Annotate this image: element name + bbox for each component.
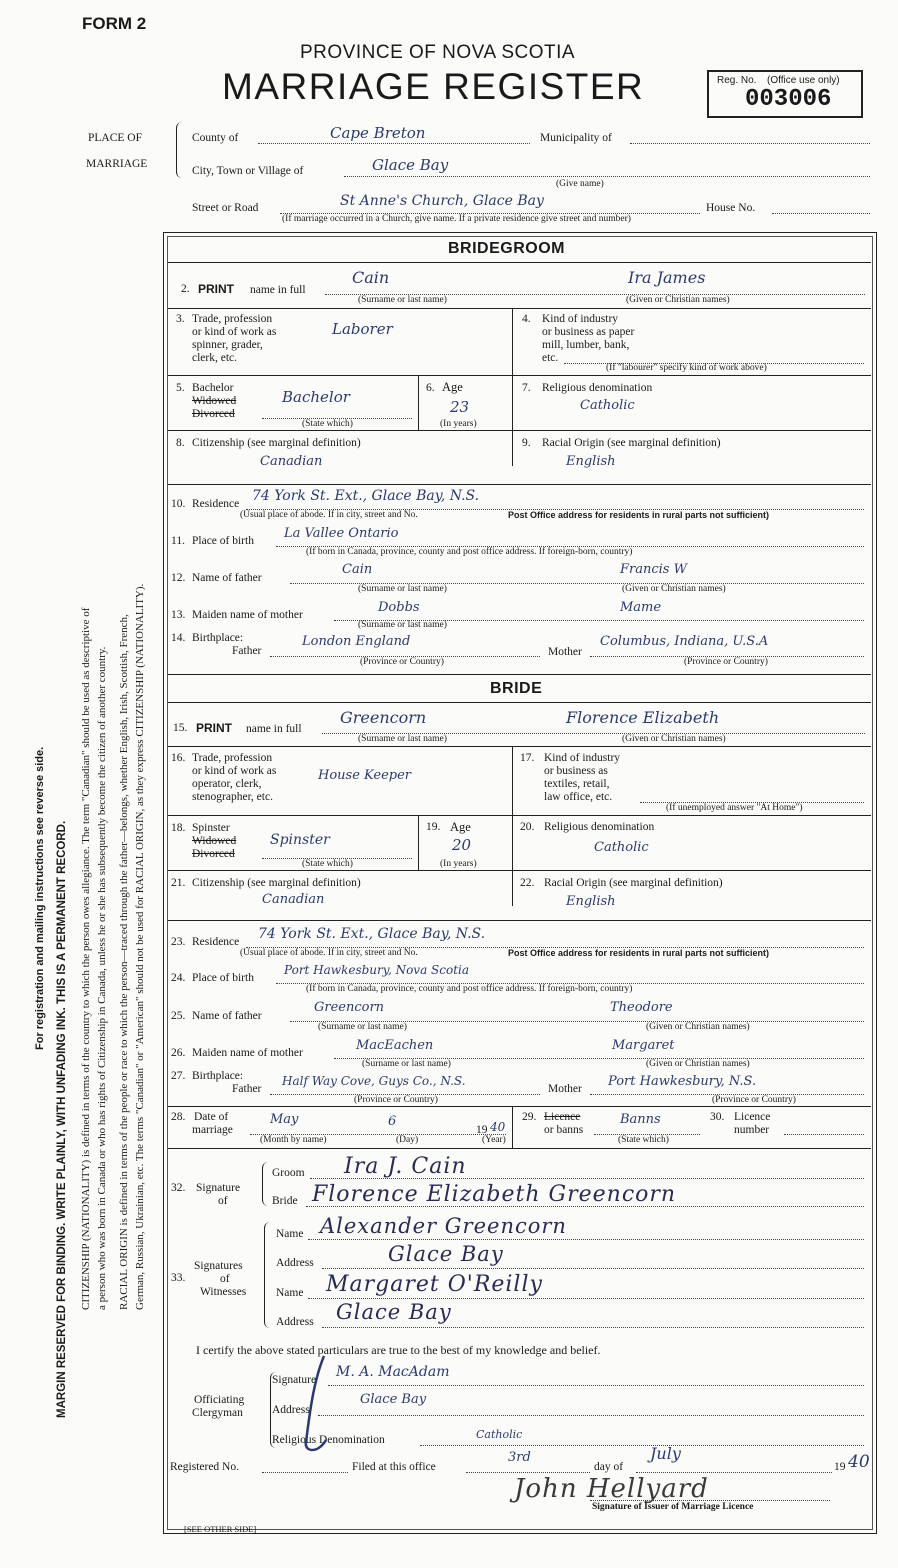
w2-address-line [322,1327,864,1328]
groom-citizenship: Canadian [260,454,323,469]
given-caption: (Given or Christian names) [622,584,726,594]
licence-number-label: Licence [734,1111,771,1123]
clergyman-label: Officiating [194,1394,245,1406]
form-label: FORM 2 [82,14,147,33]
place-of-label: PLACE OF [88,132,142,144]
bride-given: Florence Elizabeth [566,708,720,727]
mother-name-label: Maiden name of mother [192,1047,303,1059]
signature-of-label: Signature [196,1182,241,1194]
clergy-religion: Catholic [476,1428,523,1441]
day-of-label: day of [594,1461,624,1473]
rule [168,430,871,431]
surname-caption: (Surname or last name) [358,584,447,594]
religion-label: Religious denomination [542,382,653,394]
birth-note: (If born in Canada, province, county and post office address. If foreign-born, country) [306,984,633,994]
field-num: 6. [426,382,435,394]
margin-racial-1: RACIAL ORIGIN is defined in terms of the people or race to which the person—traced through the father—belongs, whether English, Irish, Scottish, French, [118,614,130,1310]
province-caption: (Province or Country) [712,1095,796,1105]
abode-note-bold: Post Office address for residents in rural parts not sufficient) [508,948,770,958]
labourer-note: (If "labourer" specify kind of work above) [606,363,767,373]
field-num: 2. [181,283,190,295]
divorced-label: Divorced [192,408,235,420]
issuer-signature: John Hellyard [514,1474,709,1504]
birthplace-parents-label: Birthplace: [192,632,244,644]
field-num: 27. [171,1070,186,1082]
issuer-sig-line [590,1500,830,1501]
rule [168,702,871,703]
witness2-name: Margaret O'Reilly [326,1272,543,1297]
given-caption: (Given or Christian names) [622,734,726,744]
rule [168,870,871,871]
racial-label: Racial Origin (see marginal definition) [542,437,721,449]
street-value: St Anne's Church, Glace Bay [340,193,544,209]
county-label: County of [192,132,239,144]
industry-label: law office, etc. [544,791,613,803]
groom-trade: Laborer [332,320,393,338]
filed-year-prefix: 19 [834,1461,846,1473]
field-num: 9. [522,437,531,449]
signature-brace [262,1162,271,1206]
day-caption: (Day) [396,1135,419,1145]
rule [168,920,871,921]
trade-label: operator, clerk, [192,778,262,790]
city-line [344,176,870,177]
name-label: Name [276,1228,304,1240]
state-which-caption: (State which) [618,1135,669,1145]
residence-label: Residence [192,498,240,510]
trade-label: clerk, etc. [192,352,238,364]
trade-label: stenographer, etc. [192,791,273,803]
field-num: 23. [171,936,186,948]
street-label: Street or Road [192,202,259,214]
field-num: 24. [171,972,186,984]
bride-label: Bride [272,1195,298,1207]
bride-father-given: Theodore [610,1000,673,1015]
birthplace-label: Place of birth [192,972,254,984]
licence-number-label: number [734,1124,770,1136]
w2-name-line [308,1298,864,1299]
groom-age: 23 [450,398,470,416]
witnesses-label: Signatures [194,1260,243,1272]
state-which-caption: (State which) [302,419,353,429]
filed-line [466,1472,590,1473]
field-num: 28. [171,1111,186,1123]
house-no-line [772,213,870,214]
field-num: 4. [522,313,531,325]
given-caption: (Given or Christian names) [626,295,730,305]
industry-label: or business as paper [542,326,635,338]
field-num: 14. [171,632,186,644]
city-label: City, Town or Village of [192,165,304,177]
in-years-caption: (In years) [440,859,477,869]
field-num: 8. [176,437,185,449]
clergy-flourish [296,1350,336,1460]
licence-number-line [784,1134,864,1135]
field-num: 18. [171,822,186,834]
w1-name-line [308,1239,864,1240]
field-num: 26. [171,1047,186,1059]
witnesses-label: of [220,1273,230,1285]
clergy-religion-label: Religious Denomination [272,1434,385,1446]
surname-caption: (Surname or last name) [358,295,447,305]
given-caption: (Given or Christian names) [646,1059,750,1069]
industry-label: Kind of industry [542,313,619,325]
groom-mother-birthplace: Columbus, Indiana, U.S.A [600,634,769,649]
religion-label: Religious denomination [544,821,655,833]
name-in-full-label: name in full [250,284,306,296]
bride-racial: English [566,894,616,909]
province-caption: (Province or Country) [684,657,768,667]
field-num: 29. [522,1111,537,1123]
marriage-month: May [270,1112,299,1127]
witness1-name: Alexander Greencorn [320,1214,567,1238]
rule [168,262,871,263]
bride-signature: Florence Elizabeth Greencorn [312,1182,677,1207]
filed-month-line [636,1472,832,1473]
widowed-label: Widowed [192,395,237,407]
witness1-address: Glace Bay [388,1242,504,1266]
filed-month: July [650,1444,681,1463]
state-which-caption: (State which) [302,859,353,869]
print-label: PRINT [198,282,234,296]
print-label: PRINT [196,721,232,735]
citizenship-label: Citizenship (see marginal definition) [192,437,361,449]
clergy-address-label: Address [272,1404,310,1416]
groom-surname: Cain [352,268,390,287]
county-line [258,143,530,144]
father-label: Father [232,1083,262,1095]
field-num: 21. [171,877,186,889]
bride-trade: House Keeper [318,768,412,783]
rule [168,308,871,309]
groom-racial: English [566,454,616,469]
registered-no-line [262,1472,348,1473]
clergyman-label: Clergyman [192,1407,243,1419]
margin-citizenship-2: a person who was born in Canada or who has rights of Citizenship in Canada, unless he or she has subsequently become the citizen of another country. [96,646,108,1310]
industry-label: Kind of industry [544,752,621,764]
trade-label: Trade, profession [192,313,273,325]
given-caption: (Given or Christian names) [646,1022,750,1032]
field-num: 20. [520,821,535,833]
trade-label: Trade, profession [192,752,273,764]
groom-status: Bachelor [282,388,350,406]
municipality-line [630,143,870,144]
field-num: 5. [176,382,185,394]
province-caption: (Province or Country) [360,657,444,667]
industry-label: or business as [544,765,608,777]
bride-birthplace: Port Hawkesbury, Nova Scotia [284,963,470,977]
rule [168,815,871,816]
field-num: 16. [171,752,186,764]
bachelor-label: Bachelor [192,382,234,394]
mother-name-label: Maiden name of mother [192,609,303,621]
widowed-label: Widowed [192,835,237,847]
street-note: (If marriage occurred in a Church, give name. If a private residence give street and number) [282,214,631,224]
marriage-label: MARRIAGE [86,158,148,170]
bride-status: Spinster [270,832,330,848]
birthplace-parents-label: Birthplace: [192,1070,244,1082]
licence-or-banns-value: Banns [620,1112,661,1127]
bride-mother-given: Margaret [612,1038,675,1053]
groom-father-birthplace: London England [302,634,411,649]
rule [168,746,871,747]
issuer-caption: Signature of Issuer of Marriage Licence [592,1502,754,1512]
province-heading: PROVINCE OF NOVA SCOTIA [300,42,576,63]
clergy-signature-label: Signature [272,1374,317,1386]
rule [168,674,871,675]
industry-label: mill, lumber, bank, [542,339,630,351]
field-num: 22. [520,877,535,889]
trade-label: spinner, grader, [192,339,263,351]
field-num: 15. [173,722,188,734]
bride-heading: BRIDE [490,680,543,697]
father-name-label: Name of father [192,572,262,584]
year-prefix: 19 [476,1124,488,1136]
house-no-label: House No. [706,202,756,214]
citizenship-label: Citizenship (see marginal definition) [192,877,361,889]
date-label: Date of [194,1111,229,1123]
municipality-label: Municipality of [540,132,612,144]
racial-label: Racial Origin (see marginal definition) [544,877,723,889]
signature-of-label: of [218,1195,228,1207]
clergy-sig-line [328,1385,864,1386]
bride-mother-surname: MacEachen [356,1038,434,1053]
age-label: Age [442,380,463,394]
bride-residence: 74 York St. Ext., Glace Bay, N.S. [258,926,486,942]
field-num: 3. [176,313,185,325]
filed-day: 3rd [508,1450,531,1465]
age-label: Age [450,820,471,834]
bride-citizenship: Canadian [262,892,325,907]
field-num: 11. [171,535,185,547]
reg-no-label: Reg. No. [717,75,757,86]
groom-religion: Catholic [580,398,635,413]
see-other-side: [SEE OTHER SIDE] [184,1524,257,1534]
industry-label: etc. [542,352,559,364]
rule [418,375,419,430]
father-name-label: Name of father [192,1010,262,1022]
surname-caption: (Surname or last name) [318,1022,407,1032]
rule [168,1148,871,1149]
reg-no-value: 003006 [745,86,832,113]
groom-given: Ira James [628,268,706,287]
birthplace-label: Place of birth [192,535,254,547]
county-value: Cape Breton [330,124,426,142]
groom-father-given: Francis W [620,562,687,577]
groom-mother-surname: Dobbs [378,600,420,615]
marriage-year: 40 [490,1120,506,1134]
month-caption: (Month by name) [260,1135,327,1145]
address-label: Address [276,1257,314,1269]
groom-residence: 74 York St. Ext., Glace Bay, N.S. [252,488,480,504]
filed-year: 40 [848,1452,870,1472]
city-value: Glace Bay [372,156,449,174]
give-name-caption: (Give name) [556,179,604,189]
witnesses-label: Witnesses [200,1286,247,1298]
witness-brace [264,1222,273,1328]
clergy-signature: M. A. MacAdam [336,1364,450,1380]
field-num: 7. [522,382,531,394]
surname-caption: (Surname or last name) [358,734,447,744]
groom-father-surname: Cain [342,562,373,577]
father-label: Father [232,645,262,657]
clergy-address: Glace Bay [360,1392,427,1407]
rule [512,1106,513,1148]
rule [512,746,513,906]
bride-mother-birthplace: Port Hawkesbury, N.S. [608,1074,757,1089]
divorced-label: Divorced [192,848,235,860]
mother-label: Mother [548,1083,582,1095]
banns-label: or banns [544,1124,584,1136]
abode-note: (Usual place of abode. If in city, street and No. [240,510,418,520]
field-num: 30. [710,1111,725,1123]
groom-birthplace: La Vallee Ontario [284,526,399,541]
in-years-caption: (In years) [440,419,477,429]
abode-note: (Usual place of abode. If in city, street and No. [240,948,418,958]
trade-label: or kind of work as [192,765,277,777]
year-caption: (Year) [482,1135,506,1145]
date-label: marriage [192,1124,233,1136]
surname-caption: (Surname or last name) [362,1059,451,1069]
trade-label: or kind of work as [192,326,277,338]
clergy-religion-line [420,1445,864,1446]
field-num: 25. [171,1010,186,1022]
rule [168,1106,871,1107]
province-caption: (Province or Country) [354,1095,438,1105]
margin-binding-notice: MARGIN RESERVED FOR BINDING. WRITE PLAINLY, WITH UNFADING INK. THIS IS A PERMANENT RECORD. [56,820,68,1418]
unemployed-note: (If unemployed answer "At Home") [666,803,803,813]
margin-racial-2: German, Russian, Ukrainian, etc. The terms "Canadian" or "American" should not be used for RACIAL ORIGIN, as they express CITIZENSHIP (NATIONALITY). [134,583,146,1310]
field-num: 32. [171,1182,186,1194]
clergy-address-line [318,1415,864,1416]
name-label: Name [276,1287,304,1299]
reg-no-box [707,70,863,118]
residence-label: Residence [192,936,240,948]
industry-label: textiles, retail, [544,778,610,790]
rule [512,308,513,466]
bride-father-birthplace: Half Way Cove, Guys Co., N.S. [282,1074,466,1088]
groom-mother-given: Mame [620,600,662,615]
certification-text: I certify the above stated particulars are true to the best of my knowledge and belief. [196,1343,601,1357]
birth-note: (If born in Canada, province, county and post office address. If foreign-born, country) [306,547,633,557]
bride-age: 20 [452,836,472,854]
field-num: 17. [520,752,535,764]
mother-label: Mother [548,646,582,658]
w1-address-line [322,1268,864,1269]
margin-citizenship-1: CITIZENSHIP (NATIONALITY) is defined in terms of the country to which the person owes allegiance. The term "Canadian" should be used as descriptive of [80,607,92,1310]
bride-father-surname: Greencorn [314,1000,385,1015]
margin-instructions: For registration and mailing instructions see reverse side. [34,746,46,1050]
licence-label: Licence [544,1111,581,1123]
abode-note-bold: Post Office address for residents in rural parts not sufficient) [508,510,770,520]
address-label: Address [276,1316,314,1328]
rule [168,484,871,485]
marriage-day: 6 [388,1114,397,1129]
rule [168,375,871,376]
name-in-full-label: name in full [246,723,302,735]
bride-surname: Greencorn [340,708,427,727]
groom-label: Groom [272,1167,305,1179]
registered-no-label: Registered No. [170,1461,239,1473]
field-num: 10. [171,498,186,510]
office-use-label: (Office use only) [767,75,840,86]
field-num: 19. [426,821,441,833]
place-brace [176,122,185,178]
page-title: MARRIAGE REGISTER [222,66,645,107]
bride-religion: Catholic [594,840,649,855]
surname-caption: (Surname or last name) [358,620,447,630]
groom-signature: Ira J. Cain [344,1154,467,1179]
field-num: 13. [171,609,186,621]
field-num: 33. [171,1272,186,1284]
rule [418,815,419,870]
witness2-address: Glace Bay [336,1300,452,1324]
bridegroom-heading: BRIDEGROOM [448,240,565,257]
spinster-label: Spinster [192,822,230,834]
filed-label: Filed at this office [352,1461,436,1473]
field-num: 12. [171,572,186,584]
